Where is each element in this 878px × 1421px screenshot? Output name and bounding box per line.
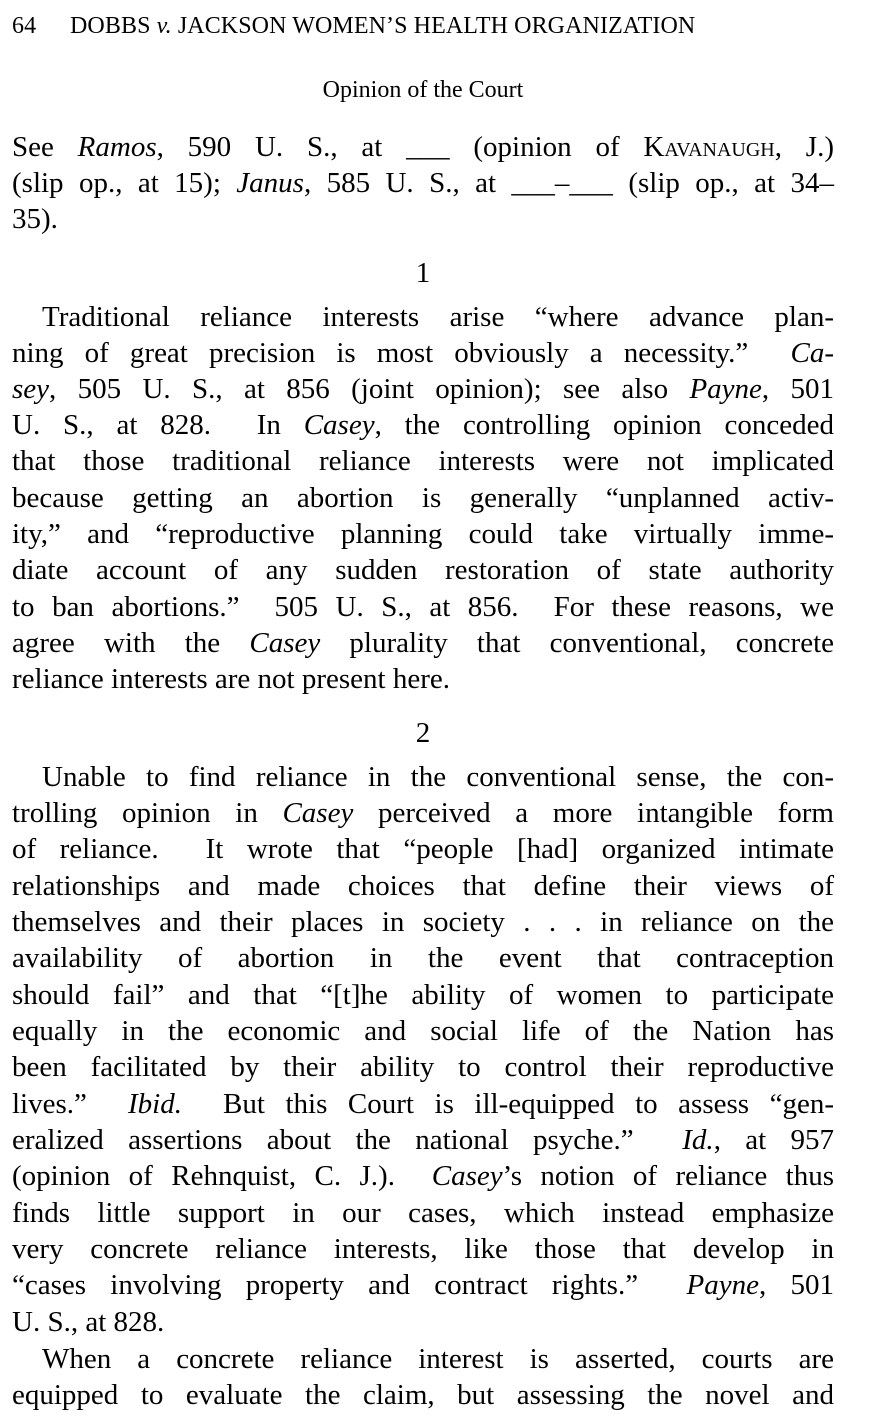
text-run: that those traditional reliance interests were not implicated [12,445,834,477]
italic-text-run: Payne [686,1269,760,1301]
case-name-respondent: JACKSON WOMEN’S HEALTH ORGANIZATION [171,13,696,39]
text-run: perceived a more intangible form [353,797,834,829]
text-run: finds little support in our cases, which instead emphasize [12,1197,834,1229]
text-run: themselves and their places in society . . . in reliance on the [12,906,834,938]
paragraph-line [12,795,834,831]
italic-text-run: Ibid. [127,1088,182,1120]
text-run: , 501 [759,1269,834,1301]
text-run: Traditional reliance interests arise “where advance plan- [42,301,834,333]
paragraph-line [12,1122,834,1158]
italic-text-run: Ca- [790,337,834,369]
paragraph-line [12,904,834,940]
text-run: , the controlling opinion conceded [374,409,834,441]
case-name-versus: v. [156,13,172,39]
text-run: U. S., at 828. In [12,409,304,441]
paragraph-line [12,940,834,976]
section-heading-2: 2 [415,717,431,749]
italic-text-run: Casey [431,1160,503,1192]
paragraph-line [12,1049,834,1085]
paragraph-line [12,1086,834,1122]
paragraph-line [12,759,834,795]
paragraph-line [12,868,834,904]
text-run: “cases involving property and contract rights.” [12,1269,687,1301]
paragraph-line [12,1304,834,1340]
paragraph-line [12,1267,834,1303]
text-run: But this Court is ill-equipped to assess “gen- [181,1088,834,1120]
paragraph-line [12,589,834,625]
text-run: , 505 U. S., at 856 (joint opinion); see also [49,373,690,405]
body-line [12,201,834,237]
text-run: availability of abortion in the event that contraception [12,942,834,974]
text-run: ’s notion of reliance thus [502,1160,834,1192]
text-run: lives.” [12,1088,128,1120]
text-run: diate account of any sudden restoration of state authority [12,554,834,586]
text-run: to ban abortions.” 505 U. S., at 856. For these reasons, we [12,591,834,623]
paragraph-line [12,407,834,443]
italic-text-run: Casey [249,627,321,659]
text-run: of reliance. It wrote that “people [had] organized intimate [12,833,834,865]
paragraph-line [12,1231,834,1267]
text-run: trolling opinion in [12,797,283,829]
italic-text-run: Ramos [77,131,157,163]
text-run: equipped to evaluate the claim, but assessing the novel and [12,1379,834,1411]
paragraph-line [12,1013,834,1049]
paragraph-line [12,661,834,697]
text-run: agree with the [12,627,250,659]
italic-text-run: Id. [682,1124,714,1156]
text-run: ity,” and “reproductive planning could take virtually imme- [12,518,834,550]
paragraph-line [12,552,834,588]
text-run: (slip op., at 15); [12,167,237,199]
italic-text-run: Payne [689,373,762,405]
body-line [12,129,834,165]
body-line [12,165,834,201]
text-run: plurality that conventional, concrete [320,627,835,659]
text-run: should fail” and that “[t]he ability of women to participate [12,979,834,1011]
text-run: , J.) [774,131,834,163]
text-run: equally in the economic and social life of the Nation has [12,1015,834,1047]
paragraph-line [12,1158,834,1194]
text-run: Unable to find reliance in the conventional sense, the con- [42,761,834,793]
opinion-label: Opinion of the Court [322,77,524,103]
case-name [70,10,695,42]
italic-text-run: Casey [282,797,354,829]
paragraph-line [12,1377,834,1413]
paragraph-line [12,831,834,867]
text-run: (opinion of Rehnquist, C. J.). [12,1160,432,1192]
paragraph-line [12,1195,834,1231]
small-caps-text-run: Kavanaugh [643,131,775,163]
section-heading-1: 1 [415,257,431,289]
paragraph-line [12,1341,834,1377]
text-run: eralized assertions about the national psyche.” [12,1124,683,1156]
text-run: , at 957 [713,1124,834,1156]
text-run: U. S., at 828. [12,1306,165,1338]
running-head [12,10,834,42]
text-run: When a concrete reliance interest is asserted, courts are [42,1343,834,1375]
page-number: 64 [12,13,37,39]
paragraph-line [12,516,834,552]
text-run: , 590 U. S., at ___ (opinion of [156,131,644,163]
text-run: 35). [12,203,58,235]
text-run: because getting an abortion is generally “unplanned activ- [12,482,834,514]
italic-text-run: sey [12,373,50,405]
text-run: relationships and made choices that define their views of [12,870,834,902]
paragraph-line [12,977,834,1013]
paragraph-line [12,625,834,661]
text-run: , 585 U. S., at ___–___ (slip op., at 34– [303,167,834,199]
case-name-petitioner: DOBBS [70,13,157,39]
text-run: reliance interests are not present here. [12,663,451,695]
text-run: ning of great precision is most obviously a necessity.” [12,337,791,369]
italic-text-run: Janus [236,167,304,199]
italic-text-run: Casey [303,409,375,441]
text-run: very concrete reliance interests, like those that develop in [12,1233,834,1265]
text-run: , 501 [761,373,835,405]
paragraph-line [12,480,834,516]
text-run: See [12,131,78,163]
paragraph-line [12,299,834,335]
paragraph-line [12,335,834,371]
text-run: been facilitated by their ability to control their reproductive [12,1051,834,1083]
paragraph-line [12,443,834,479]
paragraph-line [12,371,834,407]
